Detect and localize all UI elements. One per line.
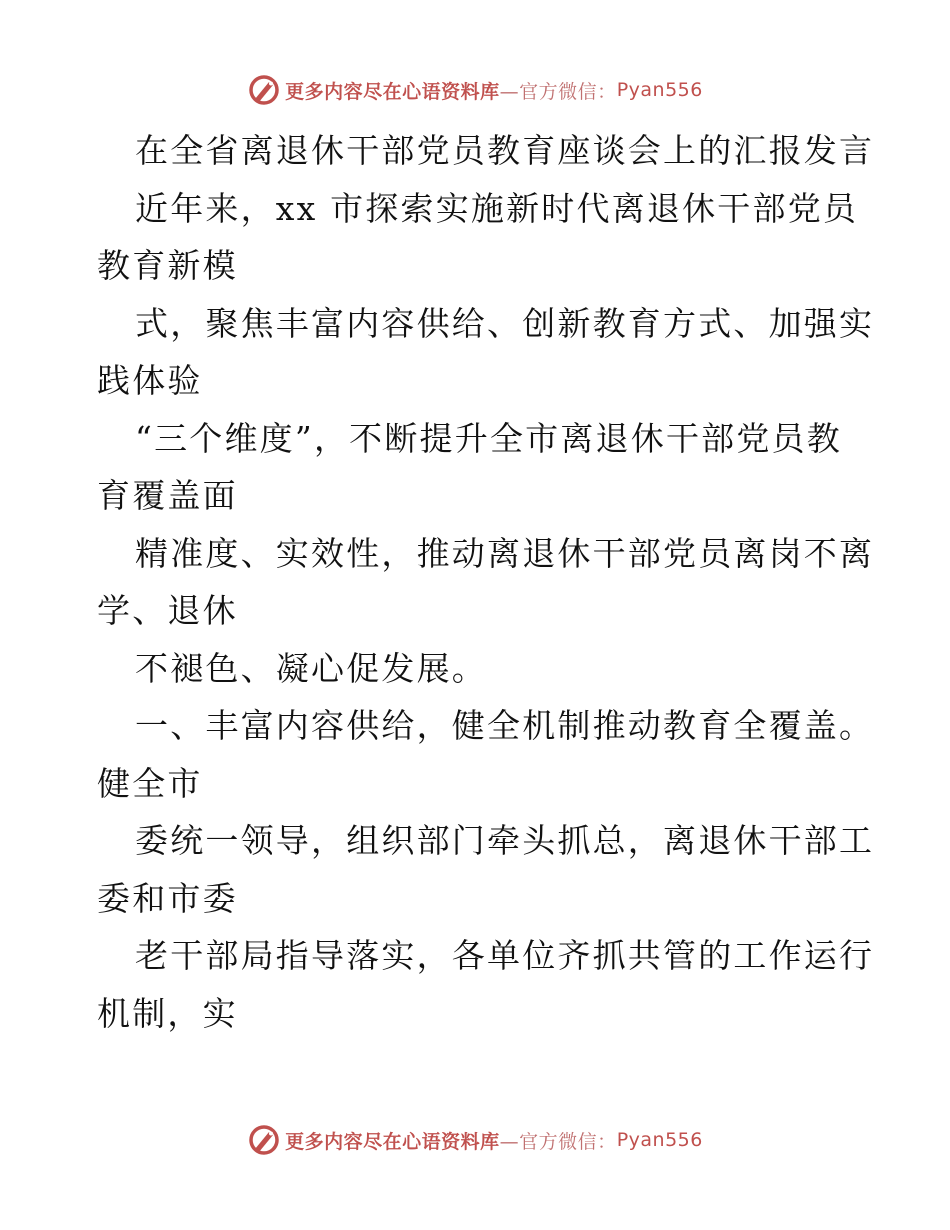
pen-circle-logo-icon	[247, 1123, 281, 1157]
footer-banner	[0, 1120, 950, 1160]
text-line: 委统一领导，组织部门牵头抓总，离退休干部工	[135, 821, 875, 860]
text-line: 在全省离退休干部党员教育座谈会上的汇报发言	[135, 131, 875, 170]
banner-wechat-label: —官方微信：	[499, 80, 617, 103]
banner-site-name: 更多内容尽在心语资料库	[285, 1130, 500, 1153]
text-line: 委和市委	[97, 878, 238, 918]
text-line: 一、丰富内容供给，健全机制推动教育全覆盖。	[135, 706, 875, 745]
banner-wechat-id: Pyan556	[616, 1129, 703, 1151]
text-line: 育覆盖面	[97, 476, 238, 515]
text-line: “三个维度”，不断提升全市离退休干部党员教	[135, 418, 842, 458]
header-banner	[0, 70, 950, 110]
banner-wechat-label: —官方微信：	[499, 1130, 617, 1153]
text-line: 精准度、实效性，推动离退休干部党员离岗不离	[135, 533, 875, 573]
text-line: 学、退休	[97, 591, 238, 630]
text-line: 健全市	[97, 763, 203, 803]
text-line: 不褪色、凝心促发展。	[135, 648, 487, 688]
text-line: 践体验	[97, 361, 203, 400]
text-line: 机制，实	[97, 993, 238, 1033]
document-body	[97, 122, 875, 1042]
banner-wechat-id: Pyan556	[616, 79, 703, 101]
text-line: 近年来，xx 市探索实施新时代离退休干部党员	[135, 188, 859, 228]
text-line: 式，聚焦丰富内容供给、创新教育方式、加强实	[135, 303, 875, 343]
pen-circle-logo-icon	[247, 73, 281, 107]
text-line: 老干部局指导落实，各单位齐抓共管的工作运行	[135, 936, 875, 975]
banner-site-name: 更多内容尽在心语资料库	[285, 80, 500, 103]
text-line: 教育新模	[97, 246, 238, 285]
